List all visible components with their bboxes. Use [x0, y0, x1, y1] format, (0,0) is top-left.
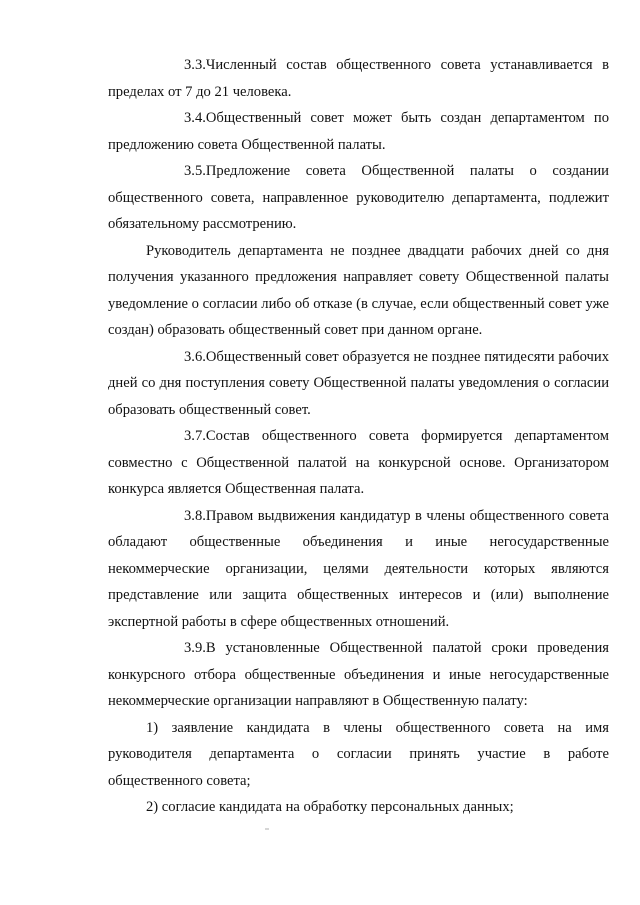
paragraph-text: Численный состав общественного совета устанавливается в пределах от 7 до 21 человека. [108, 57, 609, 100]
list-item-2 [108, 794, 609, 821]
paragraph-text: В установленные Общественной палатой сроки проведения конкурсного отбора общественные объединения и иные негосударственные некоммерческие организации направляют в Общественную палату: [108, 640, 609, 709]
paragraph-text: Общественный совет может быть создан департаментом по предложению совета Общественной палаты. [108, 110, 609, 153]
paragraph-3-9 [108, 635, 609, 715]
paragraph-3-6 [108, 344, 609, 424]
paragraph-text: Предложение совета Общественной палаты о создании общественного совета, направленное руководителю департамента, подлежит обязательному рассмотрению. [108, 163, 609, 232]
paragraph-3-4 [108, 105, 609, 158]
paragraph-number: 3.3. [184, 57, 206, 73]
paragraph-text: Состав общественного совета формируется департаментом совместно с Общественной палатой на конкурсной основе. Организатором конкурса является Общественная палата. [108, 428, 609, 497]
paragraph-number: 3.9. [184, 640, 206, 656]
paragraph-3-8 [108, 503, 609, 636]
paragraph-3-7 [108, 423, 609, 503]
list-item-1 [108, 715, 609, 795]
document-body [108, 52, 609, 821]
paragraph-3-5 [108, 158, 609, 238]
paragraph-number: 3.8. [184, 507, 206, 524]
paragraph-3-3 [108, 52, 609, 105]
paragraph-number: 3.5. [184, 163, 206, 179]
scan-artifact [265, 828, 269, 830]
paragraph-3-5-continued [108, 238, 609, 344]
paragraph-number: 3.6. [184, 348, 206, 365]
paragraph-text: Общественный совет образуется не позднее пятидесяти рабочих дней со дня поступления совету Общественной палаты уведомления о согласии образовать общественный совет. [108, 348, 609, 418]
list-item-text: 2) согласие кандидата на обработку персональных данных; [146, 799, 514, 815]
paragraph-text: Руководитель департамента не позднее двадцати рабочих дней со дня получения указанного предложения направляет совету Общественной палаты уведомление о согласии либо об отказе (в случае, если общественный совет уже создан) образовать общественный совет при данном органе. [108, 242, 609, 338]
paragraph-number: 3.4. [184, 110, 206, 126]
paragraph-text: Правом выдвижения кандидатур в члены общественного совета обладают общественные объединения и иные негосударственные некоммерческие организации, целями деятельности которых являются представление или защита общественных интересов и (или) выполнение экспертной работы в сфере общественных отношений. [108, 507, 609, 630]
paragraph-number: 3.7. [184, 428, 206, 444]
list-item-text: 1) заявление кандидата в члены общественного совета на имя руководителя департамента о согласии принять участие в работе общественного совета; [108, 719, 609, 789]
